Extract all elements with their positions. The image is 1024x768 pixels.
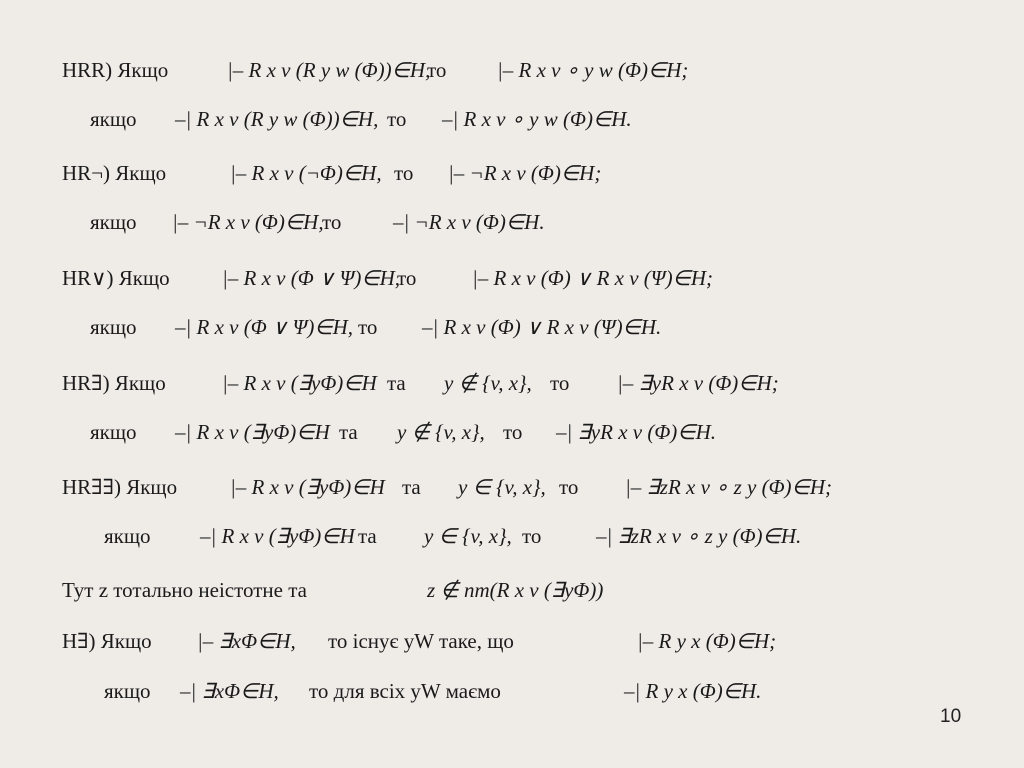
formula-note: z ∉ nm(R x v (∃yΦ)) [427,578,604,602]
rule-hror-line-1 [62,265,962,305]
connective-word: то існує yW таке, що [328,629,514,653]
connective-word-2: то [522,524,542,548]
formula-premise: |– R x v (∃yΦ)∈H [230,475,385,499]
rule-label: якщо [90,420,137,444]
formula-premise: |– R x v (R y w (Φ))∈H, [227,58,431,82]
formula-premise: |– ∃xΦ∈H, [197,629,296,653]
connective-word: то [394,161,414,185]
connective-word: то [427,58,447,82]
rule-label: HR∃∃) Якщо [62,475,178,499]
rule-hrr-line-1 [62,57,962,97]
formula-condition: y ∈ {v, x}, [424,524,512,548]
rule-label: якщо [90,315,137,339]
connective-word: та [339,420,358,444]
connective-word-2: то [503,420,523,444]
rule-label: H∃) Якщо [62,629,152,653]
formula-conclusion: –| ∃zR x v ∘ z y (Φ)∈H. [596,524,802,548]
formula-condition: y ∈ {v, x}, [458,475,546,499]
formula-conclusion: |– ∃yR x v (Φ)∈H; [617,371,779,395]
rule-hex-line-1 [62,628,962,668]
formula-conclusion: –| ∃yR x v (Φ)∈H. [556,420,717,444]
formula-conclusion: |– ∃zR x v ∘ z y (Φ)∈H; [625,475,832,499]
rule-hrneg-line-2 [90,209,970,249]
rule-label: якщо [104,679,151,703]
formula-premise: –| ∃xΦ∈H, [180,679,279,703]
rule-hrexex-line-1 [62,474,962,514]
connective-word: то [387,107,407,131]
formula-premise: |– R x v (∃yΦ)∈H [222,371,377,395]
formula-conclusion: –| R y x (Φ)∈H. [624,679,762,703]
connective-word: то [358,315,378,339]
formula-premise: –| R x v (R y w (Φ))∈H, [175,107,379,131]
formula-condition: y ∉ {v, x}, [397,420,485,444]
rule-hror-line-2 [90,314,970,354]
rule-label: HR∨) Якщо [62,266,170,290]
formula-premise: |– R x v (Φ ∨ Ψ)∈H, [222,266,401,290]
rule-hrexex-line-2 [104,523,970,563]
formula-conclusion: –| ¬R x v (Φ)∈H. [393,210,545,234]
connective-word: то для всіх yW маємо [309,679,501,703]
rule-hrneg-line-1 [62,160,962,200]
formula-premise: |– R x v (¬Φ)∈H, [230,161,382,185]
rule-label: HRR) Якщо [62,58,169,82]
formula-conclusion: –| R x v ∘ y w (Φ)∈H. [442,107,632,131]
formula-premise: –| R x v (∃yΦ)∈H [200,524,355,548]
formula-conclusion: |– R y x (Φ)∈H; [637,629,777,653]
connective-word: то [397,266,417,290]
rule-hrex-line-1 [62,370,962,410]
formula-conclusion: |– R x v ∘ y w (Φ)∈H; [497,58,689,82]
connective-word-2: то [559,475,579,499]
rule-hrex-line-2 [90,419,970,459]
connective-word-2: то [550,371,570,395]
formula-condition: y ∉ {v, x}, [444,371,532,395]
rule-label: якщо [104,524,151,548]
rule-label: HR∃) Якщо [62,371,166,395]
connective-word: то [322,210,342,234]
rule-label: HR¬) Якщо [62,161,167,185]
formula-conclusion: –| R x v (Φ) ∨ R x v (Ψ)∈H. [422,315,662,339]
formula-premise: –| R x v (Φ ∨ Ψ)∈H, [175,315,354,339]
rule-hrr-line-2 [90,106,970,146]
formula-conclusion: |– R x v (Φ) ∨ R x v (Ψ)∈H; [472,266,714,290]
rule-hex-line-2 [104,678,970,718]
rule-label: якщо [90,107,137,131]
connective-word: та [358,524,377,548]
connective-word: та [387,371,406,395]
rule-label: якщо [90,210,137,234]
page-number: 10 [940,706,962,727]
note-line [62,577,962,617]
formula-conclusion: |– ¬R x v (Φ)∈H; [448,161,602,185]
formula-premise: –| R x v (∃yΦ)∈H [175,420,330,444]
note-text: Тут z тотально неістотне та [62,578,307,602]
connective-word: та [402,475,421,499]
formula-premise: |– ¬R x v (Φ)∈H, [172,210,324,234]
